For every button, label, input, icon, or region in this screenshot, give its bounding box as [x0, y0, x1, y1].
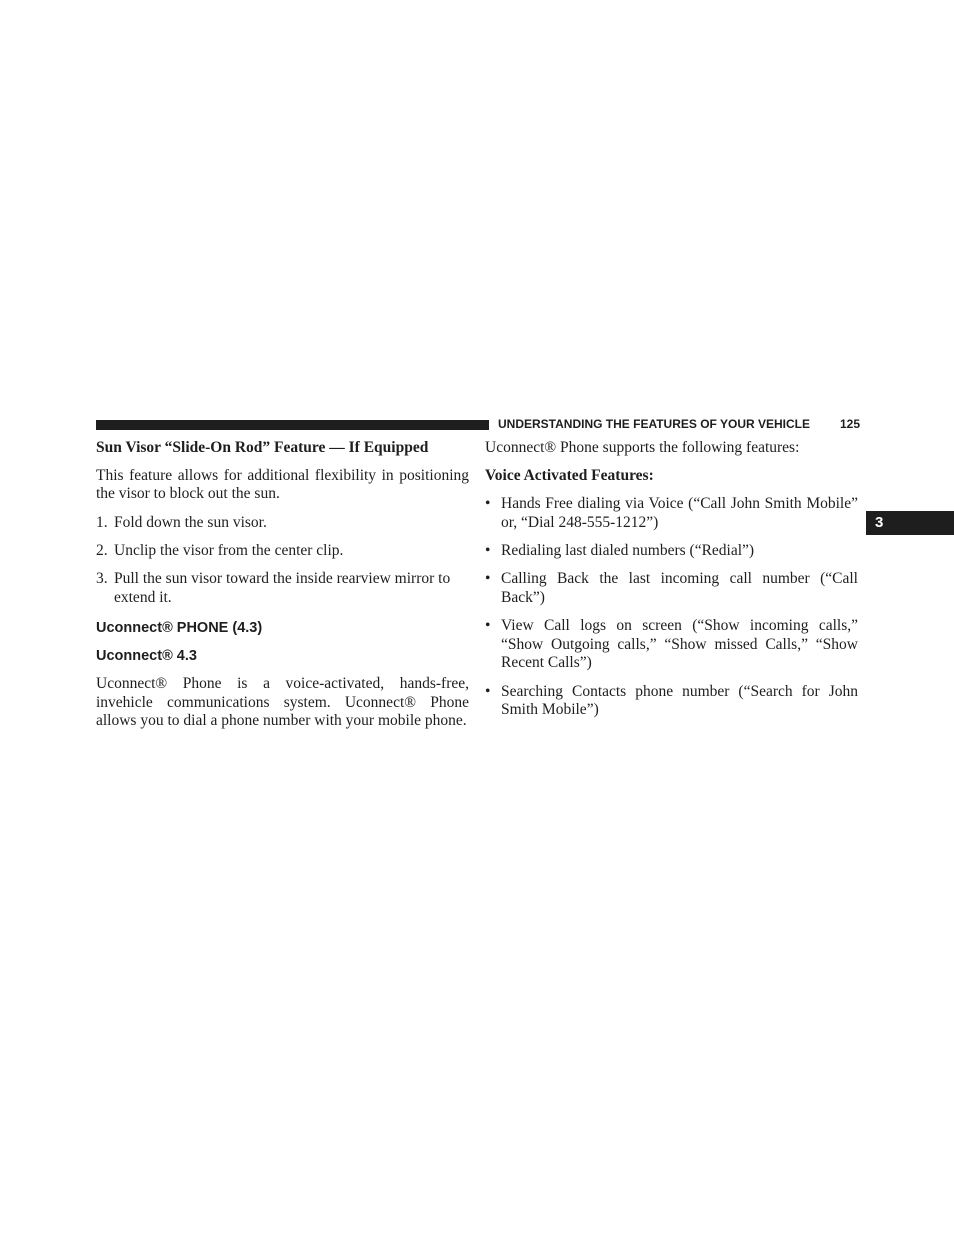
left-column	[96, 439, 469, 740]
list-item	[485, 617, 858, 673]
right-column	[485, 439, 858, 729]
list-item	[485, 683, 858, 720]
sun-visor-heading: Sun Visor “Slide-On Rod” Feature — If Equipped	[96, 439, 429, 456]
list-item	[485, 542, 858, 561]
step-item	[96, 542, 469, 561]
list-item	[485, 495, 858, 532]
header-rule	[96, 420, 489, 430]
running-header: UNDERSTANDING THE FEATURES OF YOUR VEHICLE	[498, 417, 811, 431]
list-item	[485, 570, 858, 607]
phone-section-heading: Uconnect® PHONE (4.3)	[96, 620, 263, 637]
page-number: 125	[839, 417, 860, 431]
features-intro: Uconnect® Phone supports the following features:	[485, 439, 800, 456]
list-item-text: Calling Back the last incoming call number (“Call Back”)	[501, 570, 858, 606]
step-text: Pull the sun visor toward the inside rearview mirror to extend it.	[114, 570, 451, 606]
step-number: 3.	[96, 570, 108, 588]
voice-features-heading: Voice Activated Features:	[485, 467, 654, 485]
chapter-tab: 3	[866, 511, 954, 535]
list-item-text: Hands Free dialing via Voice (“Call John Smith Mobile” or, “Dial 248-555-1212”)	[501, 494, 858, 531]
bullet-icon: •	[485, 616, 491, 634]
uconnect-description: Uconnect® Phone is a voice-activated, hands-free, invehicle communications system. Uconnect® Phone allows you to dial a phone number with your mobile phone.	[96, 674, 469, 730]
uconnect-subheading: Uconnect® 4.3	[96, 648, 197, 665]
sun-visor-intro: This feature allows for additional flexibility in positioning the visor to block out the sun.	[96, 466, 469, 503]
bullet-icon: •	[485, 570, 491, 588]
bullet-icon: •	[485, 494, 491, 512]
list-item-text: Searching Contacts phone number (“Search for John Smith Mobile”)	[501, 682, 858, 719]
list-item-text: Redialing last dialed numbers (“Redial”)	[501, 541, 755, 559]
step-item	[96, 570, 469, 607]
list-item-text: View Call logs on screen (“Show incoming calls,” “Show Outgoing calls,” “Show missed Calls,” “Show Recent Calls”)	[501, 616, 858, 672]
step-text: Unclip the visor from the center clip.	[114, 541, 344, 559]
step-text: Fold down the sun visor.	[114, 513, 267, 531]
bullet-icon: •	[485, 541, 491, 559]
step-number: 1.	[96, 513, 108, 531]
step-item	[96, 514, 469, 533]
step-number: 2.	[96, 541, 108, 559]
bullet-icon: •	[485, 682, 491, 700]
